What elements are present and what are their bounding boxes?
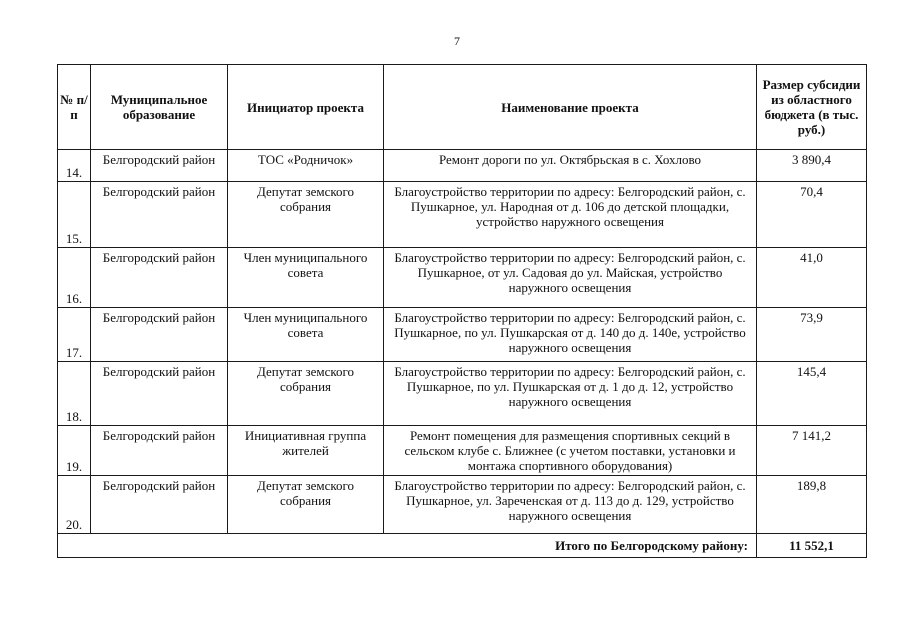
page-number: 7 <box>454 34 460 48</box>
table-row <box>58 308 867 362</box>
row-num: 16. <box>58 248 91 308</box>
row-amount: 145,4 <box>757 362 867 426</box>
header-municipality: Муниципальное образование <box>91 65 228 150</box>
row-municipality: Белгородский район <box>91 248 228 308</box>
row-amount: 3 890,4 <box>757 150 867 182</box>
header-subsidy: Размер субсидии из областного бюджета (в тыс. руб.) <box>757 65 867 150</box>
row-project: Благоустройство территории по адресу: Белгородский район, с. Пушкарное, от ул. Садовая до ул. Майская, устройство наружного освещения <box>384 248 757 308</box>
row-initiator: ТОС «Родничок» <box>228 150 384 182</box>
row-project: Благоустройство территории по адресу: Белгородский район, с. Пушкарное, ул. Зареченская от д. 113 до д. 129, устройство наружного освещения <box>384 476 757 534</box>
row-amount: 7 141,2 <box>757 426 867 476</box>
table-row <box>58 426 867 476</box>
row-initiator: Депутат земского собрания <box>228 362 384 426</box>
row-municipality: Белгородский район <box>91 426 228 476</box>
header-num: № п/п <box>58 65 91 150</box>
row-initiator: Член муниципального совета <box>228 248 384 308</box>
row-amount: 70,4 <box>757 182 867 248</box>
row-num: 14. <box>58 150 91 182</box>
table-row <box>58 150 867 182</box>
row-project: Благоустройство территории по адресу: Белгородский район, с. Пушкарное, по ул. Пушкарская от д. 1 до д. 12, устройство наружного освещения <box>384 362 757 426</box>
row-project: Ремонт дороги по ул. Октябрьская в с. Хохлово <box>384 150 757 182</box>
row-project: Ремонт помещения для размещения спортивных секций в сельском клубе с. Ближнее (с учетом поставки, установки и монтажа спортивного оборудования) <box>384 426 757 476</box>
row-num: 15. <box>58 182 91 248</box>
table-row <box>58 476 867 534</box>
row-num: 20. <box>58 476 91 534</box>
header-project: Наименование проекта <box>384 65 757 150</box>
row-project: Благоустройство территории по адресу: Белгородский район, с. Пушкарное, по ул. Пушкарская от д. 140 до д. 140е, устройство наружного освещения <box>384 308 757 362</box>
table-header-row <box>58 65 867 150</box>
row-project: Благоустройство территории по адресу: Белгородский район, с. Пушкарное, ул. Народная от д. 106 до детской площадки, устройство наружного освещения <box>384 182 757 248</box>
row-initiator: Член муниципального совета <box>228 308 384 362</box>
row-num: 18. <box>58 362 91 426</box>
header-initiator: Инициатор проекта <box>228 65 384 150</box>
row-municipality: Белгородский район <box>91 150 228 182</box>
total-row <box>58 534 867 558</box>
row-initiator: Инициативная группа жителей <box>228 426 384 476</box>
row-amount: 189,8 <box>757 476 867 534</box>
row-amount: 41,0 <box>757 248 867 308</box>
total-value: 11 552,1 <box>757 534 867 558</box>
row-municipality: Белгородский район <box>91 362 228 426</box>
row-municipality: Белгородский район <box>91 476 228 534</box>
row-initiator: Депутат земского собрания <box>228 476 384 534</box>
total-label: Итого по Белгородскому району: <box>58 534 757 558</box>
row-initiator: Депутат земского собрания <box>228 182 384 248</box>
table-row <box>58 362 867 426</box>
row-num: 19. <box>58 426 91 476</box>
table-row <box>58 248 867 308</box>
subsidy-table <box>57 64 867 558</box>
row-municipality: Белгородский район <box>91 308 228 362</box>
row-amount: 73,9 <box>757 308 867 362</box>
row-municipality: Белгородский район <box>91 182 228 248</box>
row-num: 17. <box>58 308 91 362</box>
table-row <box>58 182 867 248</box>
